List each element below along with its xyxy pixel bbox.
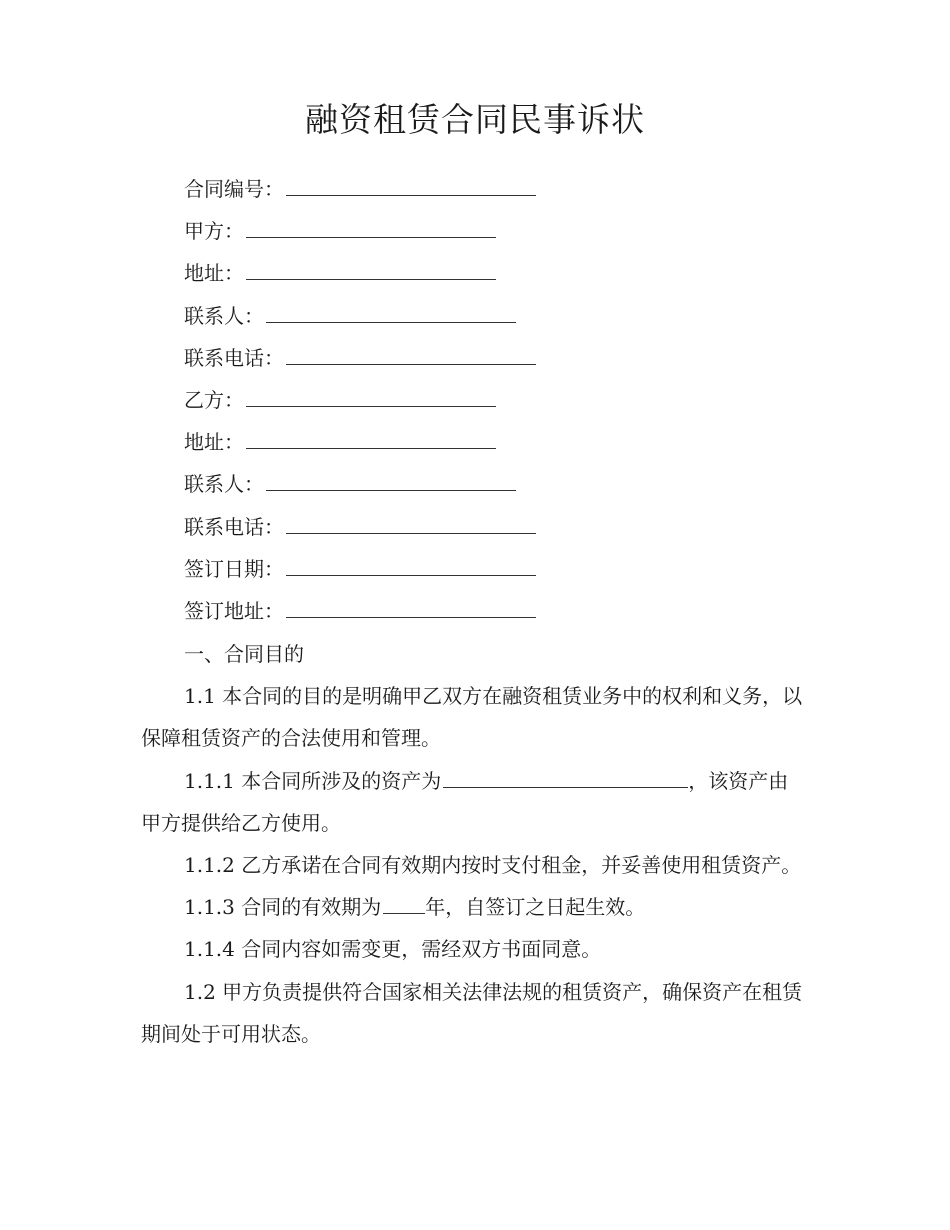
clause-text: 1.1.1 本合同所涉及的资产为	[184, 768, 442, 793]
field-label: 联系人：	[184, 303, 264, 328]
term-years-blank	[383, 889, 425, 914]
field-row-party-b	[184, 379, 536, 421]
party-b-address-blank	[246, 424, 496, 449]
party-a-phone-blank	[286, 340, 536, 365]
clause-1-1-4: 1.1.4 合同内容如需变更，需经双方书面同意。	[184, 937, 602, 962]
party-b-phone-blank	[286, 509, 536, 534]
field-row-contract-number	[184, 168, 536, 210]
clause-1-1: 1.1 本合同的目的是明确甲乙双方在融资租赁业务中的权利和义务，以保障租赁资产的合法使用和管理。	[141, 684, 803, 751]
party-a-address-blank	[246, 255, 496, 280]
party-a-contact-blank	[266, 298, 516, 323]
field-label: 联系电话：	[184, 345, 284, 370]
field-row-party-b-contact	[184, 463, 536, 505]
field-label: 联系人：	[184, 472, 264, 497]
field-label: 甲方：	[184, 219, 244, 244]
section-heading: 一、合同目的	[184, 642, 304, 666]
clause-text: 1.1.3 合同的有效期为	[184, 895, 382, 920]
clause-1-1-2: 1.1.2 乙方承诺在合同有效期内按时支付租金，并妥善使用租赁资产。	[184, 853, 802, 878]
clause-1-1-1	[141, 760, 807, 844]
clause-text: ，该资产由甲方提供给乙方使用。	[141, 768, 789, 835]
field-label: 签订日期：	[184, 556, 284, 581]
sign-place-blank	[286, 593, 536, 618]
field-row-party-a-contact	[184, 295, 536, 337]
field-row-party-a-phone	[184, 337, 536, 379]
field-row-party-b-phone	[184, 506, 536, 548]
field-row-sign-date	[184, 548, 536, 590]
field-label: 合同编号：	[184, 177, 284, 201]
clause-1-1-3	[141, 886, 807, 928]
field-label: 联系电话：	[184, 514, 284, 539]
field-row-party-b-address	[184, 421, 536, 463]
field-label: 地址：	[184, 430, 244, 455]
field-label: 地址：	[184, 261, 244, 286]
field-label: 乙方：	[184, 387, 244, 412]
contract-number-blank	[286, 171, 536, 196]
field-row-party-a	[184, 210, 536, 252]
party-a-blank	[246, 213, 496, 238]
field-label: 签订地址：	[184, 598, 284, 623]
field-row-party-a-address	[184, 252, 536, 294]
clause-text: 年，自签订之日起生效。	[425, 895, 646, 920]
field-row-sign-place	[184, 590, 536, 632]
page-title: 融资租赁合同民事诉状	[305, 100, 645, 139]
contract-fields	[184, 168, 536, 632]
sign-date-blank	[286, 551, 536, 576]
asset-blank	[443, 763, 688, 788]
clause-1-2: 1.2 甲方负责提供符合国家相关法律法规的租赁资产，确保资产在租赁期间处于可用状态。	[141, 979, 803, 1046]
contract-body	[141, 633, 807, 1055]
party-b-blank	[246, 382, 496, 407]
party-b-contact-blank	[266, 466, 516, 491]
